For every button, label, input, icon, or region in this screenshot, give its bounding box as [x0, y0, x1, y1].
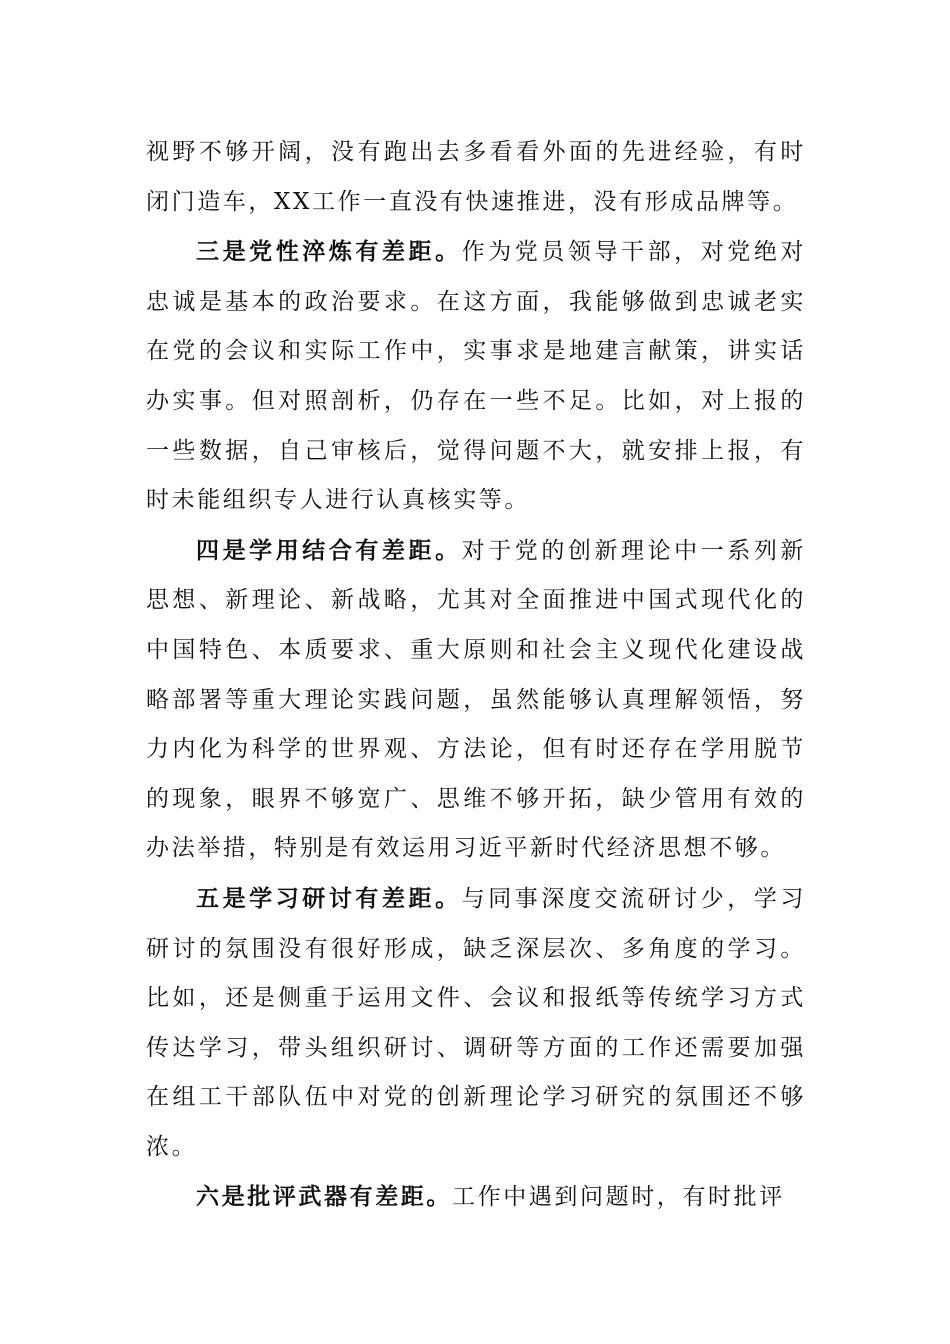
paragraph-heading: 五是学习研讨有差距。 [196, 884, 462, 912]
paragraph-body: 作为党员领导干部，对党绝对忠诚是基本的政治要求。在这方面，我能够做到忠诚老实在党的会议和实际工作中，实事求是地建言献策，讲实话办实事。但对照剖析，仍存在一些不足。比如，对上报的一些数据，自己审核后，觉得问题不大，就安排上报，有时未能组织专人进行认真核实等。 [146, 239, 806, 514]
paragraph-continuation [146, 128, 806, 227]
paragraph-party-spirit [146, 227, 806, 526]
paragraph-body: 与同事深度交流研讨少，学习研讨的氛围没有很好形成，缺乏深层次、多角度的学习。比如，还是侧重于运用文件、会议和报纸等传统学习方式传达学习，带头组织研讨、调研等方面的工作还需要加强在组工干部队伍中对党的创新理论学习研究的氛围还不够浓。 [146, 885, 806, 1160]
paragraph-study-application [146, 526, 806, 874]
paragraph-study-discussion [146, 874, 806, 1173]
paragraph-body: 对于党的创新理论中一系列新思想、新理论、新战略，尤其对全面推进中国式现代化的中国特色、本质要求、重大原则和社会主义现代化建设战略部署等重大理论实践问题，虽然能够认真理解领悟，努力内化为科学的世界观、方法论，但有时还存在学用脱节的现象，眼界不够宽广、思维不够开拓，缺少管用有效的办法举措，特别是有效运用习近平新时代经济思想不够。 [146, 537, 806, 862]
paragraph-heading: 六是批评武器有差距。 [196, 1183, 452, 1211]
document-page [146, 128, 806, 1223]
paragraph-heading: 三是党性淬炼有差距。 [196, 238, 462, 266]
paragraph-heading: 四是学用结合有差距。 [196, 536, 462, 564]
paragraph-criticism [146, 1172, 806, 1223]
paragraph-body: 工作中遇到问题时，有时批评 [452, 1184, 785, 1211]
paragraph-body: 视野不够开阔，没有跑出去多看看外面的先进经验，有时闭门造车，XX工作一直没有快速推进，没有形成品牌等。 [146, 139, 806, 215]
